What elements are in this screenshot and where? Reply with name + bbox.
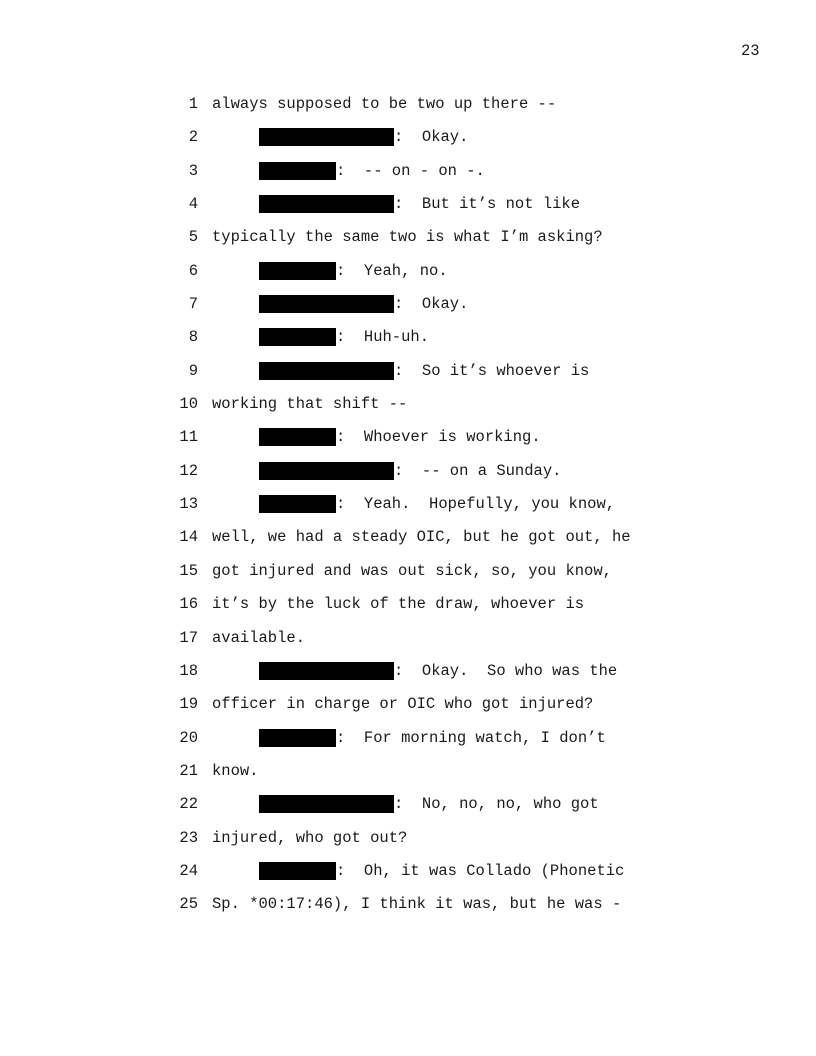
transcript-line xyxy=(0,225,816,258)
line-text: Sp. *00:17:46), I think it was, but he was - xyxy=(212,895,622,914)
line-text: But it’s not like xyxy=(421,195,581,214)
redacted-speaker-name xyxy=(259,462,394,480)
transcript-line xyxy=(0,726,816,759)
page-number: 23 xyxy=(741,42,760,60)
line-number: 14 xyxy=(179,528,198,547)
transcript-line xyxy=(0,559,816,592)
line-number: 18 xyxy=(179,661,198,680)
transcript-line xyxy=(0,425,816,458)
line-number: 24 xyxy=(179,861,198,880)
line-text: So it’s whoever is xyxy=(421,361,590,380)
line-number: 3 xyxy=(188,161,198,180)
speaker-colon: : xyxy=(394,661,422,680)
line-text: No, no, no, who got xyxy=(421,795,599,814)
line-text: Okay. So who was the xyxy=(421,661,618,680)
redacted-speaker-name xyxy=(259,195,394,213)
line-text: working that shift -- xyxy=(212,395,408,414)
speaker-colon: : xyxy=(336,428,364,447)
line-number: 9 xyxy=(188,361,198,380)
transcript-line xyxy=(0,692,816,725)
line-number: 8 xyxy=(188,328,198,347)
transcript-line xyxy=(0,92,816,125)
speaker-line xyxy=(259,295,468,313)
redacted-speaker-name xyxy=(259,362,394,380)
speaker-line xyxy=(259,795,599,813)
line-text: got injured and was out sick, so, you know, xyxy=(212,561,612,580)
speaker-line xyxy=(259,362,589,380)
line-text: always supposed to be two up there -- xyxy=(212,95,557,113)
speaker-line xyxy=(259,262,448,280)
line-text: Huh-uh. xyxy=(363,328,430,347)
line-number: 2 xyxy=(188,128,198,147)
transcript-body xyxy=(0,92,816,926)
speaker-line xyxy=(259,162,485,180)
redacted-speaker-name xyxy=(259,495,336,513)
line-number: 20 xyxy=(179,728,198,747)
transcript-line xyxy=(0,525,816,558)
line-text: injured, who got out? xyxy=(212,828,408,847)
line-number: 13 xyxy=(179,495,198,514)
speaker-colon: : xyxy=(336,861,364,880)
redacted-speaker-name xyxy=(259,295,394,313)
line-number: 5 xyxy=(188,228,198,247)
transcript-line xyxy=(0,626,816,659)
line-text: Yeah. Hopefully, you know, xyxy=(363,495,616,514)
speaker-colon: : xyxy=(336,261,364,280)
line-number: 6 xyxy=(188,261,198,280)
speaker-line xyxy=(259,662,617,680)
line-number: 10 xyxy=(179,395,198,414)
speaker-line xyxy=(259,495,615,513)
line-number: 7 xyxy=(188,295,198,314)
line-text: typically the same two is what I’m asking? xyxy=(212,228,603,247)
transcript-line xyxy=(0,159,816,192)
line-text: Yeah, no. xyxy=(363,261,448,280)
speaker-colon: : xyxy=(394,361,422,380)
transcript-line xyxy=(0,892,816,925)
redacted-speaker-name xyxy=(259,662,394,680)
line-number: 23 xyxy=(179,828,198,847)
line-text: -- on a Sunday. xyxy=(421,461,562,480)
speaker-line xyxy=(259,462,561,480)
redacted-speaker-name xyxy=(259,862,336,880)
line-number: 1 xyxy=(188,95,198,113)
transcript-line xyxy=(0,359,816,392)
line-text: it’s by the luck of the draw, whoever is xyxy=(212,595,585,614)
line-number: 22 xyxy=(179,795,198,814)
redacted-speaker-name xyxy=(259,162,336,180)
line-number: 16 xyxy=(179,595,198,614)
speaker-colon: : xyxy=(394,128,422,147)
line-text: Oh, it was Collado (Phonetic xyxy=(363,861,625,880)
transcript-line xyxy=(0,759,816,792)
line-text: Whoever is working. xyxy=(363,428,541,447)
speaker-line xyxy=(259,128,468,146)
speaker-colon: : xyxy=(336,328,364,347)
line-text: well, we had a steady OIC, but he got out, he xyxy=(212,528,631,547)
line-number: 19 xyxy=(179,695,198,714)
redacted-speaker-name xyxy=(259,795,394,813)
line-number: 11 xyxy=(179,428,198,447)
line-number: 12 xyxy=(179,461,198,480)
transcript-line xyxy=(0,125,816,158)
transcript-line xyxy=(0,492,816,525)
speaker-colon: : xyxy=(394,795,422,814)
speaker-colon: : xyxy=(394,461,422,480)
speaker-colon: : xyxy=(336,161,364,180)
line-text: Okay. xyxy=(421,128,469,147)
line-text: know. xyxy=(212,761,259,780)
transcript-line xyxy=(0,792,816,825)
speaker-colon: : xyxy=(336,495,364,514)
line-text: Okay. xyxy=(421,295,469,314)
speaker-colon: : xyxy=(394,295,422,314)
speaker-colon: : xyxy=(336,728,364,747)
line-text: officer in charge or OIC who got injured? xyxy=(212,695,594,714)
line-text: -- on - on -. xyxy=(363,161,485,180)
line-number: 25 xyxy=(179,895,198,914)
transcript-line xyxy=(0,192,816,225)
line-number: 21 xyxy=(179,761,198,780)
speaker-colon: : xyxy=(394,195,422,214)
transcript-line xyxy=(0,859,816,892)
line-number: 4 xyxy=(188,195,198,214)
transcript-line xyxy=(0,259,816,292)
redacted-speaker-name xyxy=(259,729,336,747)
redacted-speaker-name xyxy=(259,328,336,346)
speaker-line xyxy=(259,729,606,747)
redacted-speaker-name xyxy=(259,262,336,280)
redacted-speaker-name xyxy=(259,128,394,146)
speaker-line xyxy=(259,328,429,346)
transcript-line xyxy=(0,592,816,625)
transcript-line xyxy=(0,826,816,859)
transcript-line xyxy=(0,392,816,425)
line-number: 15 xyxy=(179,561,198,580)
line-text: For morning watch, I don’t xyxy=(363,728,606,747)
transcript-line xyxy=(0,292,816,325)
speaker-line xyxy=(259,862,624,880)
transcript-line xyxy=(0,325,816,358)
transcript-line xyxy=(0,659,816,692)
redacted-speaker-name xyxy=(259,428,336,446)
line-number: 17 xyxy=(179,628,198,647)
speaker-line xyxy=(259,428,541,446)
transcript-line xyxy=(0,459,816,492)
speaker-line xyxy=(259,195,580,213)
line-text: available. xyxy=(212,628,306,647)
